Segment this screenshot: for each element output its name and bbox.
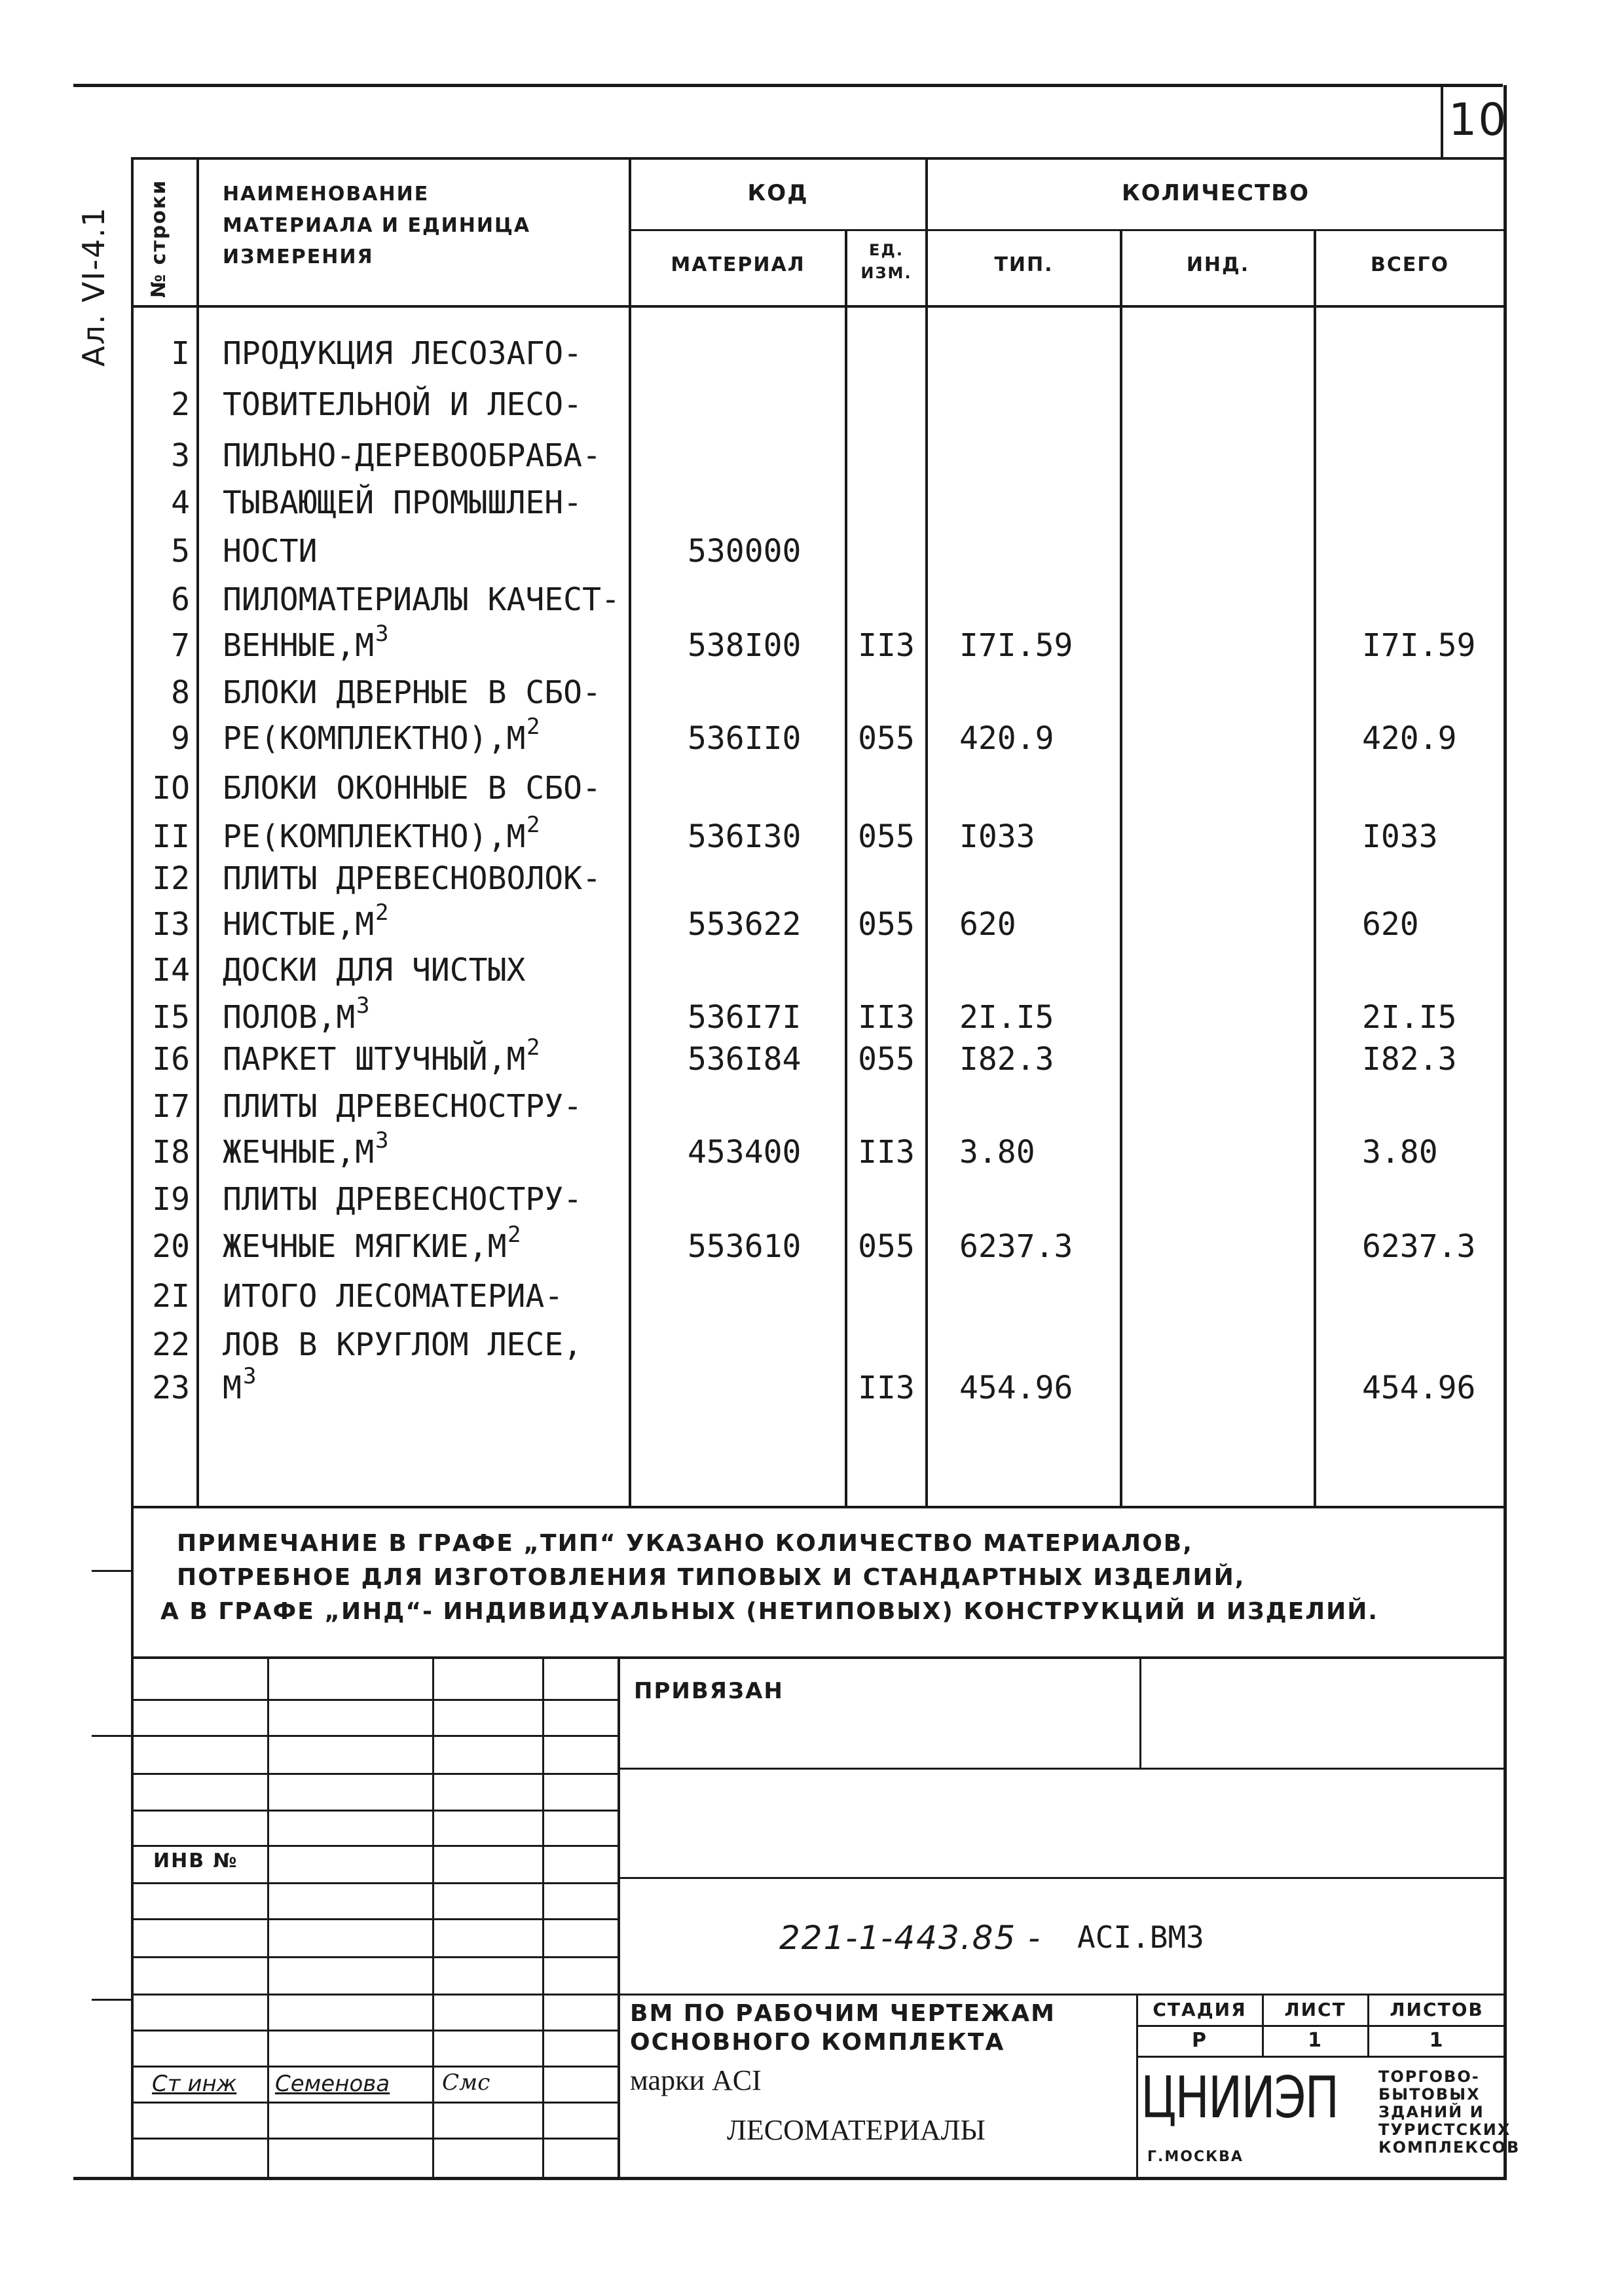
qty-typ: I033 (959, 818, 1035, 855)
unit-exponent: 2 (375, 900, 389, 926)
material-name: ВЕННЫЕ,М (223, 627, 375, 664)
margin-tick-2 (92, 1735, 132, 1737)
sheet-value: 1 (1308, 2029, 1323, 2052)
qty-typ: 454.96 (959, 1370, 1073, 1406)
qty-typ: 3.80 (959, 1134, 1035, 1171)
left-row-5 (132, 1845, 619, 1847)
row-number: IO (152, 770, 190, 807)
body-bottom (132, 1506, 1505, 1508)
qty-total: 454.96 (1362, 1370, 1476, 1406)
material-code: 536I30 (688, 818, 802, 855)
row-number: 8 (171, 674, 190, 711)
margin-tick-3 (92, 1999, 132, 2001)
sheet-label: ЛИСТ (1284, 1999, 1346, 2020)
left-row-13 (132, 2138, 619, 2140)
material-code: 553610 (688, 1228, 802, 1265)
header-typ: ТИП. (994, 253, 1054, 276)
org-desc-4: ТУРИСТСКИХ (1378, 2121, 1511, 2139)
qty-total: 6237.3 (1362, 1228, 1476, 1265)
unit-exponent: 3 (356, 993, 370, 1019)
col-line-1 (196, 157, 199, 1507)
row-number: I9 (152, 1181, 190, 1218)
stamp-row-attached (619, 1768, 1505, 1770)
unit-exponent: 2 (526, 812, 540, 838)
material-name: ДОСКИ ДЛЯ ЧИСТЫХ (223, 952, 526, 989)
material-name: РЕ(КОМПЛЕКТНО),М (223, 720, 526, 757)
left-row-9 (132, 1994, 619, 1995)
left-row-8 (132, 1956, 619, 1958)
note-line-1: ПРИМЕЧАНИЕ В ГРАФЕ „ТИП“ УКАЗАНО КОЛИЧЕСТВО МАТЕРИАЛОВ, (177, 1530, 1193, 1557)
unit-code: 055 (858, 1228, 915, 1265)
title-line-2: ОСНОВНОГО КОМПЛЕКТА (630, 2029, 1005, 2056)
title-line-4: ЛЕСОМАТЕРИАЛЫ (727, 2114, 986, 2146)
material-code: 536II0 (688, 720, 802, 757)
unit-code: 055 (858, 1041, 915, 1078)
row-number: 23 (152, 1370, 190, 1406)
unit-exponent: 3 (243, 1363, 257, 1389)
doc-code-typed: ACI.BM3 (1077, 1920, 1204, 1955)
note-line-3: А В ГРАФЕ „ИНД“- ИНДИВИДУАЛЬНЫХ (НЕТИПОВЫХ) КОНСТРУКЦИЙ И ИЗДЕЛИЙ. (160, 1598, 1379, 1625)
row-number: 22 (152, 1326, 190, 1363)
header-code: КОД (747, 180, 809, 206)
material-name: ИТОГО ЛЕСОМАТЕРИА- (223, 1278, 564, 1315)
top-border (73, 84, 1503, 87)
city: Г.МОСКВА (1147, 2149, 1244, 2165)
material-name: ПИЛЬНО-ДЕРЕВООБРАБА- (223, 437, 601, 474)
row-number: 7 (171, 627, 190, 664)
page-bottom (73, 2177, 1507, 2180)
right-border (1504, 85, 1507, 2180)
material-name: ПОЛОВ,М (223, 999, 356, 1036)
attached-divider (1139, 1656, 1141, 1768)
qty-typ: I7I.59 (959, 627, 1073, 664)
material-code: 553622 (688, 906, 802, 943)
material-code: 453400 (688, 1134, 802, 1171)
role: Ст инж (152, 2071, 237, 2097)
title-line-1: ВМ ПО РАБОЧИМ ЧЕРТЕЖАМ (630, 2000, 1056, 2027)
row-number: 20 (152, 1228, 190, 1265)
sheets-label: ЛИСТОВ (1390, 1999, 1484, 2020)
attached-label: ПРИВЯЗАН (634, 1678, 784, 1704)
qty-total: 420.9 (1362, 720, 1457, 757)
side-stamp: Ал. VI-4.1 (76, 206, 111, 367)
material-name: ЖЕЧНЫЕ,М (223, 1134, 375, 1171)
material-name: ТЫВАЮЩЕЙ ПРОМЫШЛЕН- (223, 484, 583, 521)
header-row-no: № строки (147, 179, 170, 298)
row-number: 2I (152, 1278, 190, 1315)
left-row-4 (132, 1810, 619, 1812)
margin-tick-1 (92, 1570, 132, 1572)
left-row-6 (132, 1882, 619, 1884)
material-name: НИСТЫЕ,М (223, 906, 375, 943)
qty-typ: 620 (959, 906, 1016, 943)
material-code: 538I00 (688, 627, 802, 664)
header-ind: ИНД. (1186, 253, 1250, 276)
left-row-11 (132, 2066, 619, 2068)
material-name: ЛОВ В КРУГЛОМ ЛЕСЕ, (223, 1326, 583, 1363)
unit-exponent: 3 (375, 621, 389, 647)
unit-code: II3 (858, 1370, 915, 1406)
stage-row-1 (1136, 2025, 1505, 2027)
unit-code: 055 (858, 906, 915, 943)
unit-exponent: 2 (507, 1222, 521, 1248)
left-row-2 (132, 1735, 619, 1737)
row-number: I8 (152, 1134, 190, 1171)
row-number: I3 (152, 906, 190, 943)
qty-typ: 6237.3 (959, 1228, 1073, 1265)
unit-code: 055 (858, 720, 915, 757)
inv-no-label: ИНВ № (153, 1850, 238, 1872)
row-number: I5 (152, 999, 190, 1036)
org-desc-1: ТОРГОВО- (1378, 2068, 1480, 2086)
row-number: I (171, 335, 190, 372)
qty-total: 620 (1362, 906, 1419, 943)
header-total: ВСЕГО (1371, 253, 1449, 276)
sheet-number: 10 (1449, 94, 1508, 146)
row-number: I7 (152, 1088, 190, 1125)
material-name: ПЛИТЫ ДРЕВЕСНОВОЛОК- (223, 860, 601, 897)
header-mid-line (630, 229, 1505, 231)
qty-total: 2I.I5 (1362, 999, 1457, 1036)
person-name: Семенова (275, 2071, 390, 2097)
qty-total: I82.3 (1362, 1041, 1457, 1078)
org-desc-3: ЗДАНИЙ И (1378, 2103, 1485, 2121)
unit-exponent: 3 (375, 1127, 389, 1154)
sheets-value: 1 (1429, 2029, 1445, 2052)
material-code: 536I84 (688, 1041, 802, 1078)
material-name: ТОВИТЕЛЬНОЙ И ЛЕСО- (223, 386, 583, 423)
row-number: I6 (152, 1041, 190, 1078)
qty-total: I033 (1362, 818, 1438, 855)
row-number: I2 (152, 860, 190, 897)
row-number: 3 (171, 437, 190, 474)
row-number: 2 (171, 386, 190, 423)
table-top (132, 157, 1505, 160)
material-name: РЕ(КОМПЛЕКТНО),М (223, 818, 526, 855)
header-name-3: ИЗМЕРЕНИЯ (223, 246, 374, 268)
org-logo: ЦНИИЭП (1141, 2064, 1338, 2131)
material-name: ПЛИТЫ ДРЕВЕСНОСТРУ- (223, 1088, 583, 1125)
unit-exponent: 2 (526, 1034, 540, 1061)
unit-code: 055 (858, 818, 915, 855)
header-unit-2: ИЗМ. (860, 264, 912, 282)
header-unit-1: ЕД. (869, 241, 904, 259)
sheet-number-box-left (1441, 85, 1443, 157)
qty-typ: I82.3 (959, 1041, 1054, 1078)
left-row-1 (132, 1699, 619, 1701)
header-name-2: МАТЕРИАЛА И ЕДИНИЦА (223, 214, 531, 237)
left-row-12 (132, 2102, 619, 2104)
header-bottom (132, 305, 1505, 308)
col-line-6 (1314, 229, 1316, 1507)
material-name: ЖЕЧНЫЕ МЯГКИЕ,М (223, 1228, 507, 1265)
col-line-5 (1120, 229, 1122, 1507)
stage-col (1136, 1994, 1138, 2178)
material-code: 530000 (688, 533, 802, 570)
col-line-4 (925, 157, 928, 1507)
qty-total: 3.80 (1362, 1134, 1438, 1171)
header-quantity: КОЛИЧЕСТВО (1121, 180, 1310, 206)
material-code: 536I7I (688, 999, 802, 1036)
stage-label: СТАДИЯ (1153, 1999, 1247, 2020)
unit-exponent: 2 (526, 714, 540, 740)
unit-code: II3 (858, 627, 915, 664)
header-name-1: НАИМЕНОВАНИЕ (223, 183, 430, 206)
note-bottom (132, 1656, 1505, 1659)
qty-typ: 420.9 (959, 720, 1054, 757)
material-name: ПАРКЕТ ШТУЧНЫЙ,М (223, 1041, 526, 1078)
material-name: М (223, 1370, 242, 1406)
stage-row-2 (1136, 2056, 1505, 2058)
header-material: МАТЕРИАЛ (671, 253, 805, 276)
stamp-row-code-bottom (619, 1994, 1505, 1995)
stage-value: Р (1192, 2029, 1208, 2052)
material-name: НОСТИ (223, 533, 318, 570)
doc-code-handwritten: 221-1-443.85 - (779, 1919, 1042, 1957)
row-number: I4 (152, 952, 190, 989)
left-row-7 (132, 1918, 619, 1920)
left-row-3 (132, 1773, 619, 1775)
col-line-2 (629, 157, 631, 1507)
unit-code: II3 (858, 1134, 915, 1171)
signature: Смс (442, 2069, 490, 2096)
col-line-3 (845, 229, 847, 1507)
note-line-2: ПОТРЕБНОЕ ДЛЯ ИЗГОТОВЛЕНИЯ ТИПОВЫХ И СТАНДАРТНЫХ ИЗДЕЛИЙ, (177, 1564, 1246, 1591)
org-desc-5: КОМПЛЕКСОВ (1378, 2138, 1521, 2157)
stamp-row-code-top (619, 1877, 1505, 1879)
row-number: 5 (171, 533, 190, 570)
unit-code: II3 (858, 999, 915, 1036)
material-name: ПЛИТЫ ДРЕВЕСНОСТРУ- (223, 1181, 583, 1218)
row-number: II (152, 818, 190, 855)
row-number: 9 (171, 720, 190, 757)
material-name: БЛОКИ ДВЕРНЫЕ В СБО- (223, 674, 601, 711)
material-name: ПРОДУКЦИЯ ЛЕСОЗАГО- (223, 335, 583, 372)
row-number: 4 (171, 484, 190, 521)
qty-typ: 2I.I5 (959, 999, 1054, 1036)
title-line-3: марки ACI (630, 2064, 762, 2096)
material-name: БЛОКИ ОКОННЫЕ В СБО- (223, 770, 601, 807)
material-name: ПИЛОМАТЕРИАЛЫ КАЧЕСТ- (223, 581, 620, 618)
row-number: 6 (171, 581, 190, 618)
left-row-10 (132, 2030, 619, 2032)
qty-total: I7I.59 (1362, 627, 1476, 664)
org-desc-2: БЫТОВЫХ (1378, 2085, 1481, 2104)
